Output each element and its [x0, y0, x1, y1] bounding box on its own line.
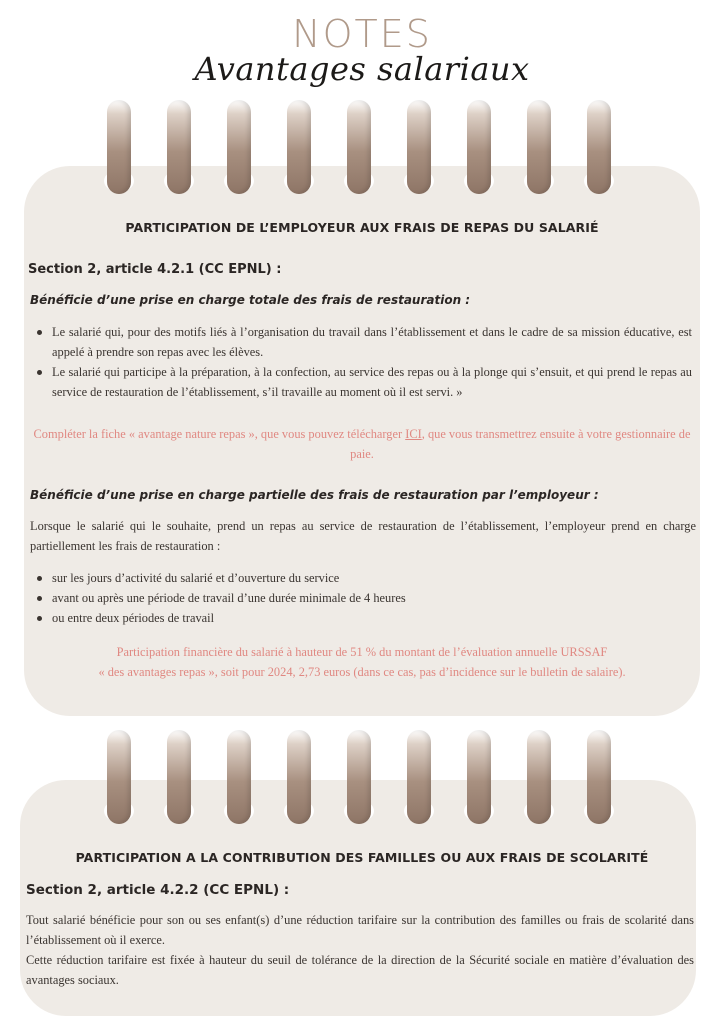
employee-contribution-line-2: « des avantages repas », soit pour 2024, 2,73 euros (dans ce cas, pas d’incidence sur le bulletin de salaire).	[98, 665, 626, 679]
list-item: sur les jours d’activité du salarié et d’ouverture du service	[32, 568, 692, 588]
schooling-paragraph-2: Cette réduction tarifaire est fixée à hauteur du seuil de tolérance de la direction de la Sécurité sociale en matière d’évaluation des avantages sociaux.	[26, 953, 694, 987]
page-title: NOTES	[292, 12, 432, 56]
binding-ring	[227, 100, 251, 194]
binding-ring	[287, 100, 311, 194]
meal-form-note-text-end: , que vous transmettrez ensuite à votre gestionnaire de paie.	[350, 427, 691, 461]
meals-heading: PARTICIPATION DE L’EMPLOYEUR AUX FRAIS DE REPAS DU SALARIÉ	[125, 220, 599, 235]
binding-ring	[107, 100, 131, 194]
total-coverage-subheading: Bénéficie d’une prise en charge totale des frais de restauration :	[30, 293, 471, 307]
partial-coverage-subheading: Bénéficie d’une prise en charge partielle des frais de restauration par l’employeur :	[30, 488, 599, 502]
partial-coverage-paragraph: Lorsque le salarié qui le souhaite, prend un repas au service de restauration de l’établissement, l’employeur prend en charge partiellement les frais de restauration :	[30, 519, 696, 553]
binding-ring	[407, 730, 431, 824]
schooling-paragraph	[26, 910, 694, 990]
spiral-binding-bottom	[0, 730, 724, 830]
page-subtitle: Avantages salariaux	[194, 50, 530, 88]
download-link[interactable]: ICI	[405, 427, 422, 441]
binding-ring	[467, 730, 491, 824]
spiral-binding-top	[0, 100, 724, 200]
binding-ring	[527, 730, 551, 824]
list-item: Le salarié qui, pour des motifs liés à l’organisation du travail dans l’établissement et dans le cadre de sa mission éducative, est appelé à prendre son repas avec les élèves.	[32, 322, 692, 362]
binding-ring	[107, 730, 131, 824]
meals-article-reference: Section 2, article 4.2.1 (CC EPNL) :	[28, 262, 282, 277]
meal-form-note-text: Compléter la fiche « avantage nature repas », que vous pouvez télécharger	[33, 427, 406, 441]
binding-ring	[467, 100, 491, 194]
binding-ring	[287, 730, 311, 824]
binding-ring	[407, 100, 431, 194]
list-item: ou entre deux périodes de travail	[32, 608, 692, 628]
binding-ring	[167, 730, 191, 824]
binding-ring	[587, 730, 611, 824]
binding-ring	[527, 100, 551, 194]
meal-form-note	[30, 424, 694, 464]
list-item: avant ou après une période de travail d’une durée minimale de 4 heures	[32, 588, 692, 608]
binding-ring	[347, 100, 371, 194]
binding-ring	[227, 730, 251, 824]
binding-ring	[347, 730, 371, 824]
binding-ring	[587, 100, 611, 194]
employee-contribution-note	[30, 642, 694, 682]
schooling-article-reference: Section 2, article 4.2.2 (CC EPNL) :	[26, 882, 290, 898]
list-item: Le salarié qui participe à la préparation, à la confection, au service des repas ou à la plonge qui s’ensuit, et qui prend le repas au service de restauration de l’établissement, s’il travaille au moment où il est servi. »	[32, 362, 692, 402]
total-coverage-list	[32, 322, 692, 402]
schooling-paragraph-1: Tout salarié bénéficie pour son ou ses enfant(s) d’une réduction tarifaire sur la contribution des familles ou frais de scolarité dans l’établissement où il exerce.	[26, 913, 694, 947]
employee-contribution-line-1: Participation financière du salarié à hauteur de 51 % du montant de l’évaluation annuelle URSSAF	[116, 645, 608, 659]
schooling-heading: PARTICIPATION A LA CONTRIBUTION DES FAMILLES OU AUX FRAIS DE SCOLARITÉ	[75, 850, 649, 865]
binding-ring	[167, 100, 191, 194]
partial-coverage-list	[32, 568, 692, 628]
